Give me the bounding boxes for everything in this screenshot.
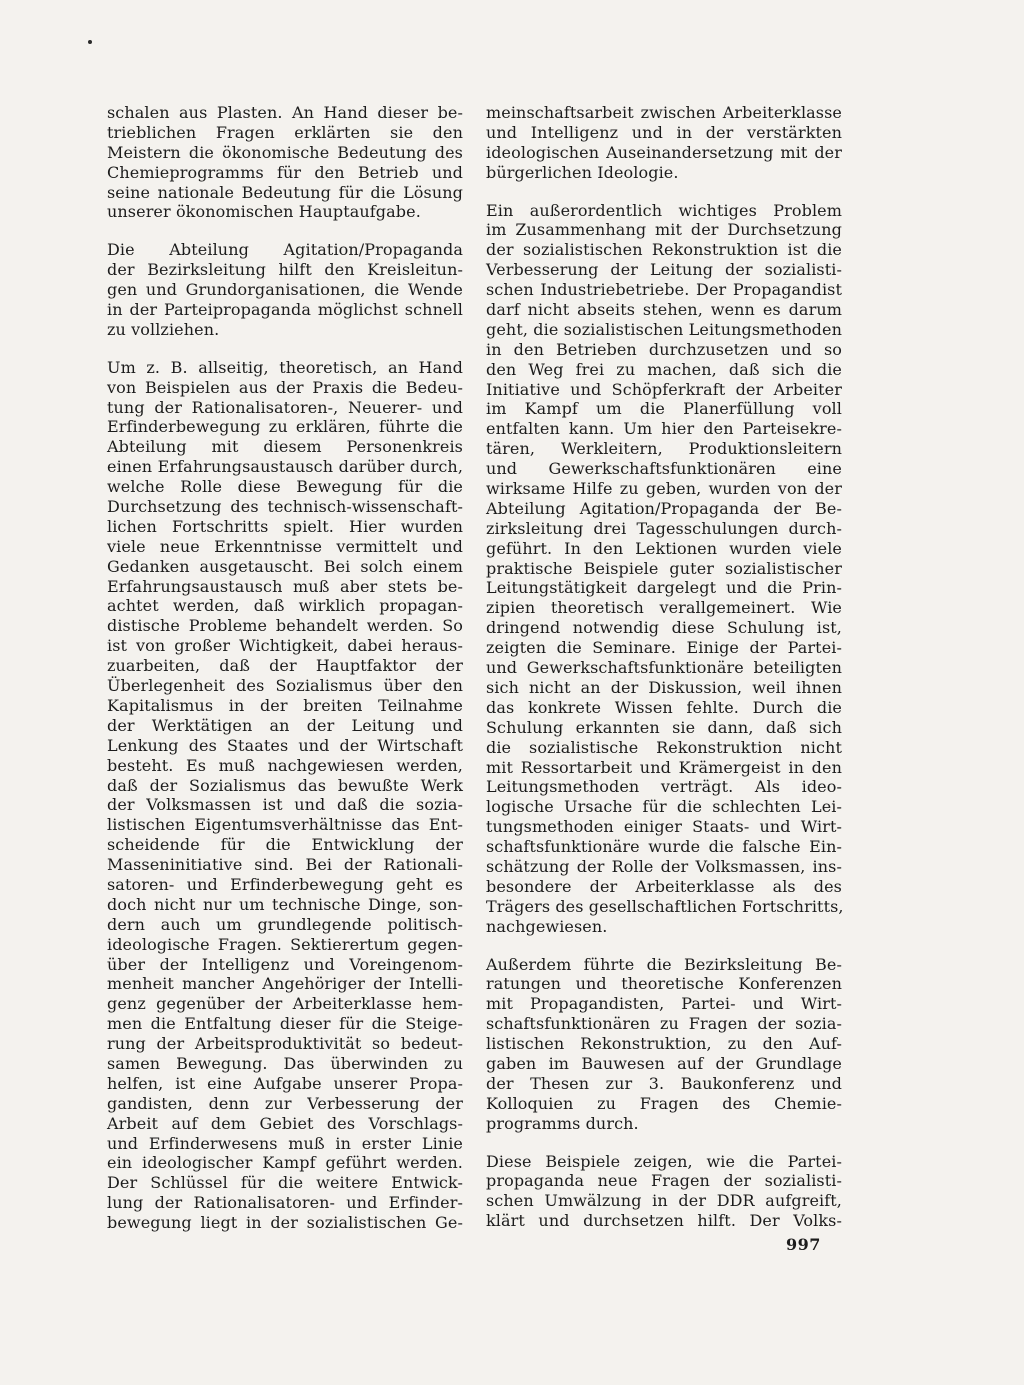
text-line: über der Intelligenz und Voreingenom- xyxy=(107,954,463,974)
text-line: der sozialistischen Rekonstruktion ist die xyxy=(486,240,842,260)
text-line: bewegung liegt in der sozialistischen Ge- xyxy=(107,1213,463,1233)
text-line: genz gegenüber der Arbeiterklasse hem- xyxy=(107,994,463,1014)
text-line: Meistern die ökonomische Bedeutung des xyxy=(107,142,463,162)
text-line: Ein außerordentlich wichtiges Problem xyxy=(486,200,842,220)
left-column xyxy=(107,103,463,1251)
text-line: Durchsetzung des technisch-wissenschaft- xyxy=(107,497,463,517)
text-line: achtet werden, daß wirklich propagan- xyxy=(107,596,463,616)
text-line: gaben im Bauwesen auf der Grundlage xyxy=(486,1053,842,1073)
text-line: von Beispielen aus der Praxis die Bedeu- xyxy=(107,377,463,397)
text-line: seine nationale Bedeutung für die Lösung xyxy=(107,182,463,202)
text-line: besteht. Es muß nachgewiesen werden, xyxy=(107,755,463,775)
text-line: helfen, ist eine Aufgabe unserer Propa- xyxy=(107,1073,463,1093)
text-line: Außerdem führte die Bezirksleitung Be- xyxy=(486,954,842,974)
text-line: zu vollziehen. xyxy=(107,319,220,339)
text-line: der Thesen zur 3. Baukonferenz und xyxy=(486,1073,842,1093)
text-line: im Kampf um die Planerfüllung voll xyxy=(486,399,842,419)
text-line: Masseninitiative sind. Bei der Rationali- xyxy=(107,855,463,875)
text-line: und Intelligenz und in der verstärkten xyxy=(486,122,842,142)
text-line: im Zusammenhang mit der Durchsetzung xyxy=(486,220,842,240)
text-line: propaganda neue Fragen der sozialisti- xyxy=(486,1171,842,1191)
text-line: Trägers des gesellschaftlichen Fortschritts, xyxy=(486,896,844,916)
text-line: doch nicht nur um technische Dinge, son- xyxy=(107,894,463,914)
text-line: Diese Beispiele zeigen, wie die Partei- xyxy=(486,1151,842,1171)
text-line: ideologische Fragen. Sektierertum gegen- xyxy=(107,934,463,954)
text-line: men die Entfaltung dieser für die Steige- xyxy=(107,1014,463,1034)
text-line: tären, Werkleitern, Produktionsleitern xyxy=(486,439,842,459)
text-line: ein ideologischer Kampf geführt werden. xyxy=(107,1153,463,1173)
text-line: schen Umwälzung in der DDR aufgreift, xyxy=(486,1191,842,1211)
text-line: Abteilung Agitation/Propaganda der Be- xyxy=(486,498,842,518)
text-line: Verbesserung der Leitung der sozialisti- xyxy=(486,260,842,280)
text-line: Initiative und Schöpferkraft der Arbeiter xyxy=(486,379,842,399)
text-line: tungsmethoden einiger Staats- und Wirt- xyxy=(486,817,842,837)
text-line: darf nicht abseits stehen, wenn es darum xyxy=(486,300,842,320)
text-line: Arbeit auf dem Gebiet des Vorschlags- xyxy=(107,1113,463,1133)
text-line: gen und Grundorganisationen, die Wende xyxy=(107,280,463,300)
text-line: besondere der Arbeiterklasse als des xyxy=(486,876,842,896)
text-line: zeigten die Seminare. Einige der Partei- xyxy=(486,638,842,658)
text-line: einen Erfahrungsaustausch darüber durch, xyxy=(107,457,463,477)
text-line: bürgerlichen Ideologie. xyxy=(486,162,679,182)
text-line: in der Parteipropaganda möglichst schnell xyxy=(107,300,463,320)
text-line: Überlegenheit des Sozialismus über den xyxy=(107,676,463,696)
text-line: schen Industriebetriebe. Der Propagandist xyxy=(486,280,842,300)
text-line: distische Probleme behandelt werden. So xyxy=(107,616,463,636)
text-line: Erfahrungsaustausch muß aber stets be- xyxy=(107,576,463,596)
text-line: gandisten, denn zur Verbesserung der xyxy=(107,1093,463,1113)
text-line: klärt und durchsetzen hilft. Der Volks- xyxy=(486,1211,842,1231)
text-line: Um z. B. allseitig, theoretisch, an Hand xyxy=(107,357,463,377)
text-line: und Gewerkschaftsfunktionären eine xyxy=(486,459,842,479)
text-line: der Volksmassen ist und daß die sozia- xyxy=(107,795,463,815)
text-line: samen Bewegung. Das überwinden zu xyxy=(107,1053,463,1073)
text-line: Gedanken ausgetauscht. Bei solch einem xyxy=(107,556,463,576)
text-line: Kolloquien zu Fragen des Chemie- xyxy=(486,1093,842,1113)
text-line: und Gewerkschaftsfunktionäre beteiligten xyxy=(486,658,842,678)
text-line: den Weg frei zu machen, daß sich die xyxy=(486,359,842,379)
text-line: logische Ursache für die schlechten Lei- xyxy=(486,797,842,817)
text-line: Leitungsmethoden verträgt. Als ideo- xyxy=(486,777,842,797)
text-line: unserer ökonomischen Hauptaufgabe. xyxy=(107,202,421,222)
text-line: daß der Sozialismus das bewußte Werk xyxy=(107,775,463,795)
text-line: schaftsfunktionäre wurde die falsche Ein- xyxy=(486,837,842,857)
text-line: mit Propagandisten, Partei- und Wirt- xyxy=(486,994,842,1014)
paragraph xyxy=(486,955,842,1134)
paragraph xyxy=(107,358,463,1233)
ink-dot xyxy=(88,40,92,44)
text-line: zirksleitung drei Tagesschulungen durch- xyxy=(486,518,842,538)
right-column xyxy=(486,103,842,1249)
text-line: viele neue Erkenntnisse vermittelt und xyxy=(107,536,463,556)
text-line: geht, die sozialistischen Leitungsmethoden xyxy=(486,319,842,339)
text-line: listischen Eigentumsverhältnisse das Ent- xyxy=(107,815,463,835)
text-line: rung der Arbeitsproduktivität so bedeut- xyxy=(107,1034,463,1054)
text-line: ratungen und theoretische Konferenzen xyxy=(486,974,842,994)
text-line: dern auch um grundlegende politisch- xyxy=(107,914,463,934)
text-line: meinschaftsarbeit zwischen Arbeiterklasse xyxy=(486,103,842,122)
text-line: Abteilung mit diesem Personenkreis xyxy=(107,437,463,457)
text-line: schaftsfunktionären zu Fragen der sozia- xyxy=(486,1014,842,1034)
text-line: die sozialistische Rekonstruktion nicht xyxy=(486,737,842,757)
text-line: programms durch. xyxy=(486,1113,639,1133)
paragraph xyxy=(486,201,842,937)
text-line: menheit mancher Angehöriger der Intelli- xyxy=(107,974,463,994)
text-line: der Bezirksleitung hilft den Kreisleitun- xyxy=(107,260,463,280)
text-line: in den Betrieben durchzusetzen und so xyxy=(486,339,842,359)
text-line: das konkrete Wissen fehlte. Durch die xyxy=(486,697,842,717)
text-line: trieblichen Fragen erklärten sie den xyxy=(107,122,463,142)
text-line: mit Ressortarbeit und Krämergeist in den xyxy=(486,757,842,777)
text-line: Leitungstätigkeit dargelegt und die Prin- xyxy=(486,578,842,598)
text-line: wirksame Hilfe zu geben, wurden von der xyxy=(486,479,842,499)
text-line: Die Abteilung Agitation/Propaganda xyxy=(107,240,463,260)
page-number: 997 xyxy=(786,1235,821,1254)
text-line: Kapitalismus in der breiten Teilnahme xyxy=(107,695,463,715)
text-line: nachgewiesen. xyxy=(486,916,608,936)
text-line: zuarbeiten, daß der Hauptfaktor der xyxy=(107,656,463,676)
paragraph xyxy=(486,103,842,183)
text-line: satoren- und Erfinderbewegung geht es xyxy=(107,874,463,894)
text-line: entfalten kann. Um hier den Parteisekre- xyxy=(486,419,842,439)
text-line: Chemieprogramms für den Betrieb und xyxy=(107,162,463,182)
text-line: Schulung erkannten sie dann, daß sich xyxy=(486,717,842,737)
text-line: sich nicht an der Diskussion, weil ihnen xyxy=(486,677,842,697)
text-line: ist von großer Wichtigkeit, dabei heraus- xyxy=(107,636,463,656)
text-line: der Werktätigen an der Leitung und xyxy=(107,715,463,735)
text-line: geführt. In den Lektionen wurden viele xyxy=(486,538,842,558)
text-line: zipien theoretisch verallgemeinert. Wie xyxy=(486,598,842,618)
paragraph xyxy=(107,240,463,339)
text-line: welche Rolle diese Bewegung für die xyxy=(107,477,463,497)
text-line: scheidende für die Entwicklung der xyxy=(107,835,463,855)
text-line: Lenkung des Staates und der Wirtschaft xyxy=(107,735,463,755)
paragraph xyxy=(486,1152,842,1232)
text-line: ideologischen Auseinandersetzung mit der xyxy=(486,142,842,162)
text-line: listischen Rekonstruktion, zu den Auf- xyxy=(486,1034,842,1054)
text-line: und Erfinderwesens muß in erster Linie xyxy=(107,1133,463,1153)
text-line: Der Schlüssel für die weitere Entwick- xyxy=(107,1173,463,1193)
text-line: tung der Rationalisatoren-, Neuerer- und xyxy=(107,397,463,417)
text-line: Erfinderbewegung zu erklären, führte die xyxy=(107,417,463,437)
text-line: praktische Beispiele guter sozialistischer xyxy=(486,558,842,578)
text-line: lung der Rationalisatoren- und Erfinder- xyxy=(107,1193,463,1213)
text-line: schalen aus Plasten. An Hand dieser be- xyxy=(107,103,463,122)
paragraph xyxy=(107,103,463,222)
text-line: lichen Fortschritts spielt. Hier wurden xyxy=(107,516,463,536)
text-line: dringend notwendig diese Schulung ist, xyxy=(486,618,842,638)
text-line: schätzung der Rolle der Volksmassen, ins- xyxy=(486,856,842,876)
